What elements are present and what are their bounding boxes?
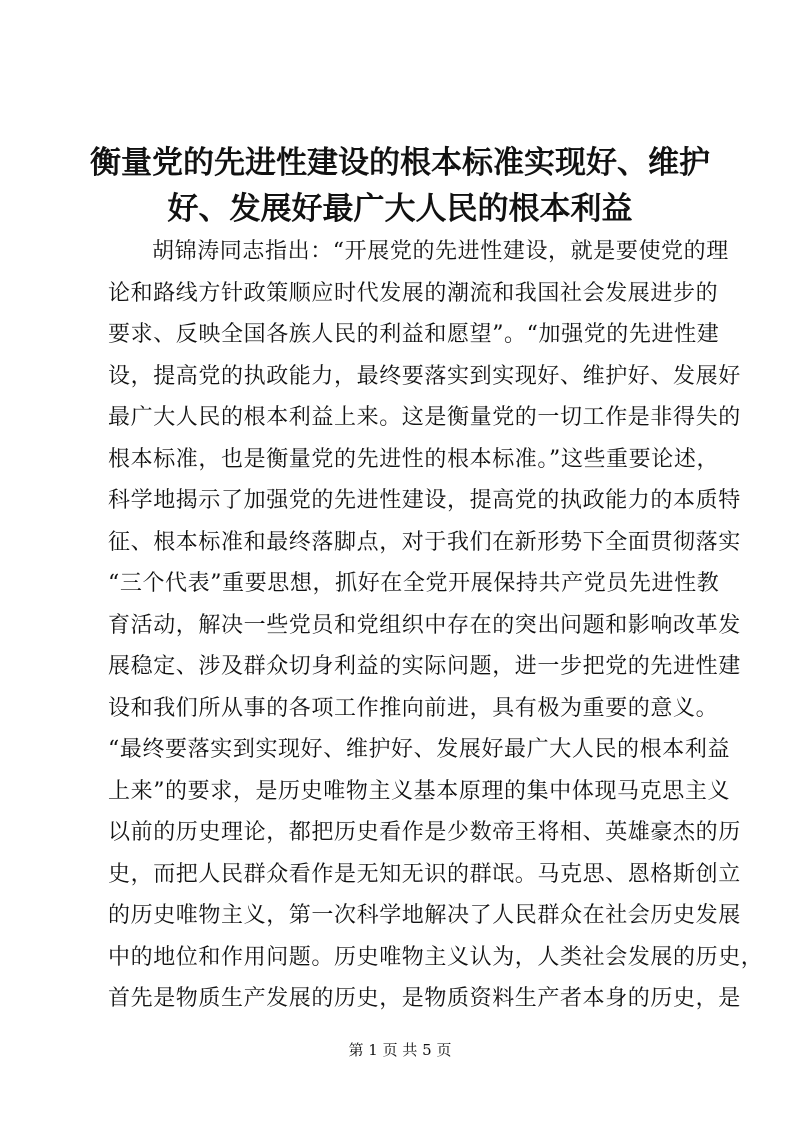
body-line: “最终要落实到实现好、维护好、发展好最广大人民的根本利益	[108, 737, 731, 762]
body-line: 育活动，解决一些党员和党组织中存在的突出问题和影响改革发	[108, 612, 741, 638]
body-line: 设和我们所从事的各项工作推向前进，具有极为重要的意义。	[108, 695, 719, 721]
body-line: 的历史唯物主义，第一次科学地解决了人民群众在社会历史发展	[108, 903, 741, 928]
body-line: 胡锦涛同志指出：“开展党的先进性建设，就是要使党的理	[152, 239, 729, 264]
body-line: 史，而把人民群众看作是无知无识的群氓。马克思、恩格斯创立	[108, 861, 741, 887]
title-line-2: 好、发展好最广大人民的根本利益	[167, 191, 633, 227]
body-line: 根本标准，也是衡量党的先进性的根本标准。”这些重要论述，	[108, 446, 720, 472]
body-line: 论和路线方针政策顺应时代发展的潮流和我国社会发展进步的	[108, 280, 719, 306]
body-line: 要求、反映全国各族人民的利益和愿望”。“加强党的先进性建	[108, 322, 720, 347]
body-line: 科学地揭示了加强党的先进性建设，提高党的执政能力的本质特	[108, 488, 741, 513]
body-line: 设，提高党的执政能力，最终要落实到实现好、维护好、发展好	[108, 363, 741, 389]
body-line: 首先是物质生产发展的历史，是物质资料生产者本身的历史，是	[108, 986, 741, 1011]
body-line: 以前的历史理论，都把历史看作是少数帝王将相、英雄豪杰的历	[108, 820, 741, 845]
body-line: 最广大人民的根本利益上来。这是衡量党的一切工作是非得失的	[108, 405, 741, 430]
body-line: 征、根本标准和最终落脚点，对于我们在新形势下全面贯彻落实	[108, 529, 741, 555]
document-title	[60, 140, 740, 232]
document-body	[108, 231, 764, 1020]
body-line: “三个代表”重要思想，抓好在全党开展保持共产党员先进性教	[108, 571, 720, 596]
body-line: 中的地位和作用问题。历史唯物主义认为，人类社会发展的历史，	[108, 944, 764, 970]
title-line-1: 衡量党的先进性建设的根本标准实现好、维护	[90, 145, 710, 181]
body-line: 展稳定、涉及群众切身利益的实际问题，进一步把党的先进性建	[108, 654, 741, 679]
body-line: 上来”的要求，是历史唯物主义基本原理的集中体现马克思主义	[108, 778, 731, 804]
page-footer: 第 1 页 共 5 页	[348, 1041, 452, 1059]
